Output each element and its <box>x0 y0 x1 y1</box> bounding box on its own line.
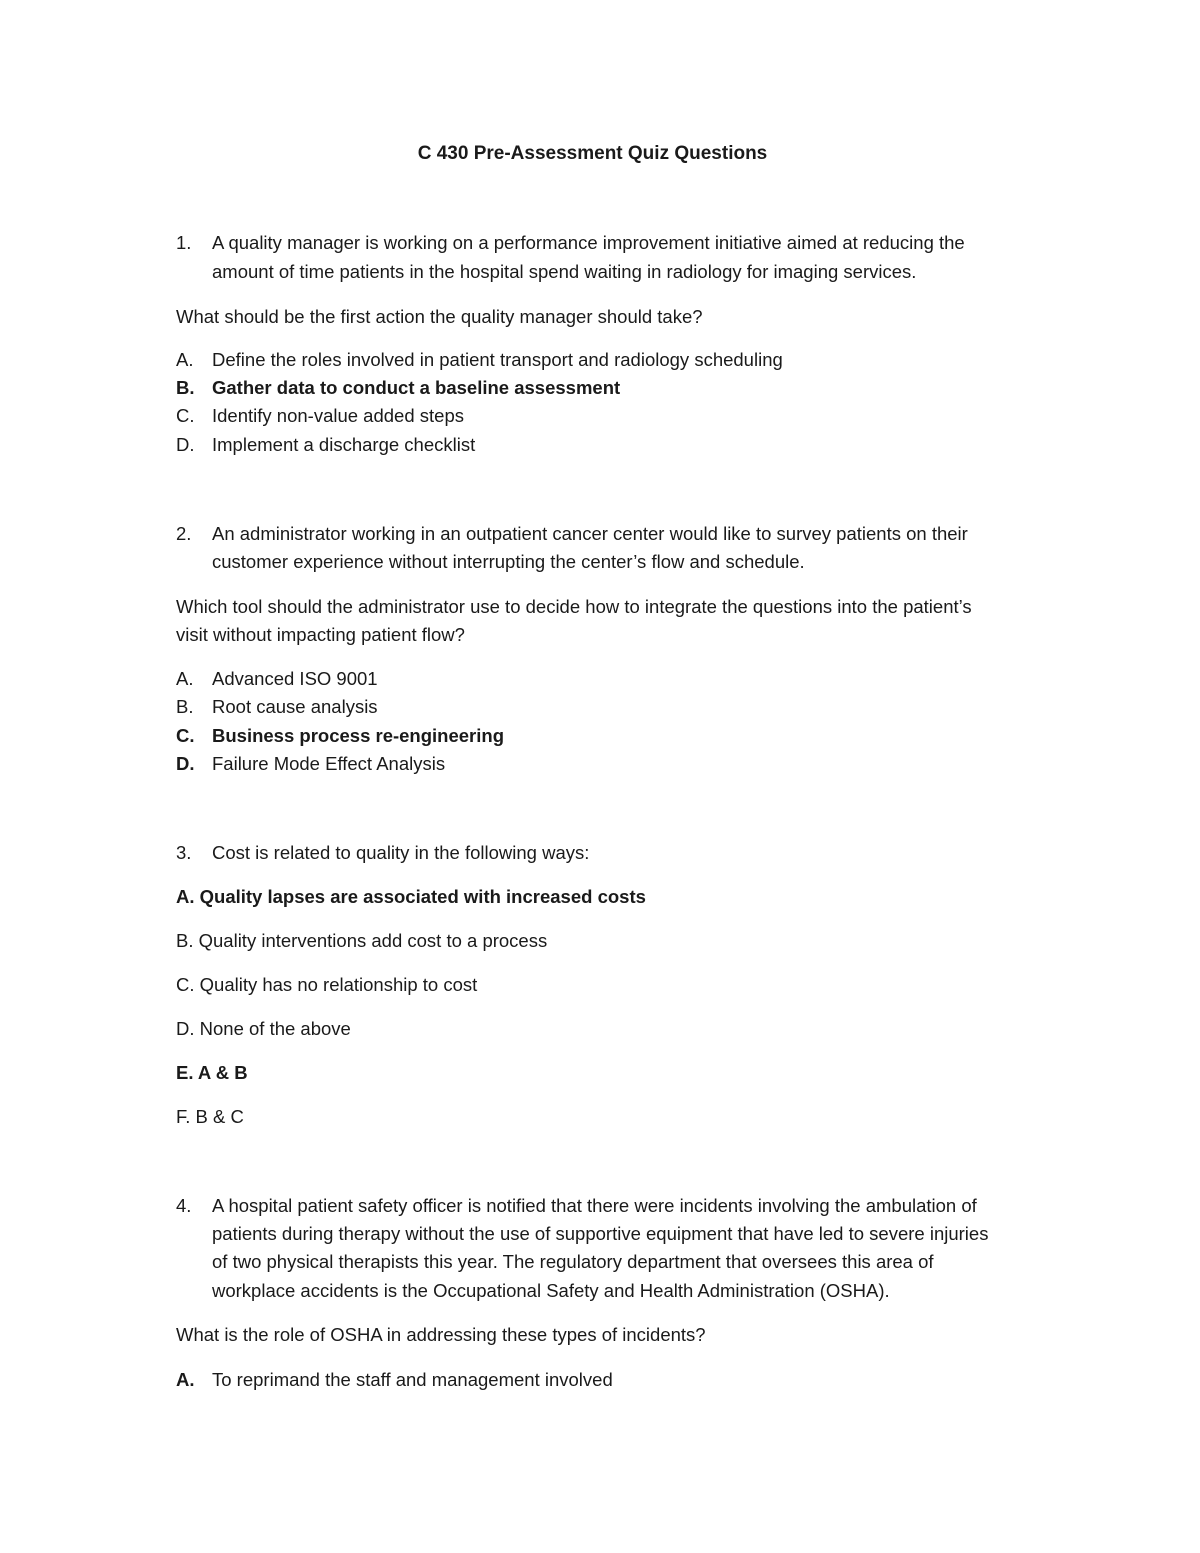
question-number: 3. <box>176 842 192 863</box>
option-letter: C. <box>176 405 195 426</box>
question-number: 2. <box>176 523 192 544</box>
question-stem: customer experience without interrupting the center’s flow and schedule. <box>212 551 805 572</box>
option-letter: C. <box>176 725 195 746</box>
question-stem: patients during therapy without the use of supportive equipment that have led to severe injuries <box>212 1223 989 1244</box>
question-stem: A quality manager is working on a performance improvement initiative aimed at reducing the <box>212 232 965 253</box>
option-letter: B. <box>176 696 194 717</box>
option-text: D. None of the above <box>176 1018 351 1039</box>
option-letter: A. <box>176 349 194 370</box>
option-text-correct: E. A & B <box>176 1062 248 1083</box>
option-text: Root cause analysis <box>212 696 378 717</box>
question-stem: Cost is related to quality in the following ways: <box>212 842 590 863</box>
option-text: Identify non-value added steps <box>212 405 464 426</box>
option-text: Failure Mode Effect Analysis <box>212 753 446 774</box>
question-prompt: What should be the first action the quality manager should take? <box>176 306 703 327</box>
option-text-correct: A. Quality lapses are associated with increased costs <box>176 886 646 907</box>
question-stem: amount of time patients in the hospital spend waiting in radiology for imaging services. <box>212 261 917 282</box>
option-letter: A. <box>176 668 194 689</box>
option-text: C. Quality has no relationship to cost <box>176 974 478 995</box>
option-text: F. B & C <box>176 1106 244 1127</box>
question-number: 1. <box>176 232 192 253</box>
option-letter: D. <box>176 753 195 774</box>
option-text: Advanced ISO 9001 <box>212 668 378 689</box>
question-stem: An administrator working in an outpatient cancer center would like to survey patients on their <box>212 523 968 544</box>
option-letter: B. <box>176 377 195 398</box>
question-prompt: What is the role of OSHA in addressing these types of incidents? <box>176 1324 706 1345</box>
option-letter: A. <box>176 1369 195 1390</box>
option-text: Define the roles involved in patient transport and radiology scheduling <box>212 349 783 370</box>
option-text: Implement a discharge checklist <box>212 434 476 455</box>
document-title: C 430 Pre-Assessment Quiz Questions <box>417 143 768 164</box>
option-text-correct: Business process re-engineering <box>212 725 504 746</box>
question-stem: workplace accidents is the Occupational Safety and Health Administration (OSHA). <box>212 1280 890 1301</box>
question-stem: of two physical therapists this year. The regulatory department that oversees this area of <box>212 1251 934 1272</box>
question-prompt: visit without impacting patient flow? <box>176 624 465 645</box>
question-number: 4. <box>176 1195 192 1216</box>
option-text: To reprimand the staff and management involved <box>212 1369 613 1390</box>
option-letter: D. <box>176 434 195 455</box>
question-stem: A hospital patient safety officer is notified that there were incidents involving the ambulation of <box>212 1195 977 1216</box>
option-text-correct: Gather data to conduct a baseline assessment <box>212 377 621 398</box>
question-prompt: Which tool should the administrator use to decide how to integrate the questions into the patient’s <box>176 596 972 617</box>
option-text: B. Quality interventions add cost to a process <box>176 930 548 951</box>
